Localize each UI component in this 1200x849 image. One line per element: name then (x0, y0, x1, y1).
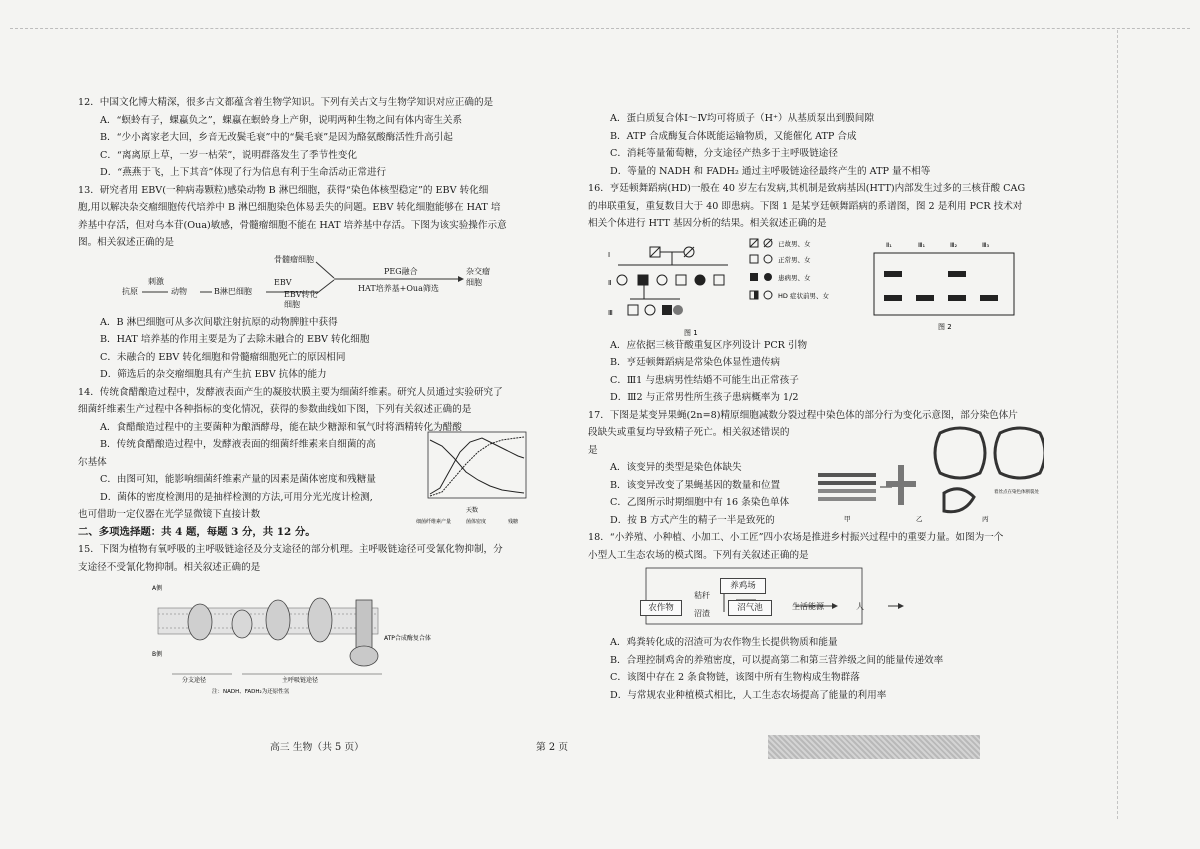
q13-option-d: D．筛选后的杂交瘤细胞具有产生抗 EBV 抗体的能力 (100, 369, 327, 380)
label-bing: 丙 (982, 515, 989, 523)
generation-i: Ⅰ (608, 250, 611, 259)
peg-label: PEG融合 (384, 266, 418, 276)
q14-stem-1: 14．传统食醋酿造过程中，发酵液表面产生的凝胶状膜主要为细菌纤维素。研究人员通过实验研究了 (78, 386, 503, 398)
gel-lane-iii1: Ⅲ₁ (918, 240, 926, 249)
q14-option-b-2: 尔基体 (78, 456, 107, 468)
q12-option-a: A．“螟蛉有子，蜾蠃负之”，蜾蠃在螟蛉身上产卵，说明两种生物之间有体内寄生关系 (100, 114, 463, 126)
figure-2-label: 图 2 (938, 322, 952, 331)
residue-label: 沼渣 (694, 609, 710, 618)
q17-figure-note: 着丝点在染色体断裂处 (994, 490, 1039, 495)
q18-stem-2: 小型人工生态农场的模式图。下列有关叙述正确的是 (588, 549, 809, 561)
q16-stem-2: 的串联重复，重复数目大于 40 即患病。下图 1 是某亨廷顿舞蹈病的系谱图，图 2 是利用 PCR 技术对 (588, 200, 1023, 212)
complex-iii (266, 600, 290, 640)
q17-stem-1: 17．下图是某变异果蝇(2n=8)精原细胞减数分裂过程中染色体的部分行为变化示意图，部分染色体片 (588, 409, 1018, 421)
side-a-label: A侧 (152, 585, 163, 592)
q16-option-c: C．Ⅲ1 与患病男性结婚不可能生出正常孩子 (610, 374, 799, 386)
q17-option-a: A．该变异的类型是染色体缺失 (610, 462, 742, 473)
q17-stem-3: 是 (588, 444, 598, 456)
energy-label: 生活能源 (792, 602, 824, 611)
q15-stem-2: 支途径不受氰化物抑制。相关叙述正确的是 (78, 561, 261, 573)
q17-stem-2: 段缺失或重复均导致精子死亡。相关叙述错误的 (588, 427, 790, 438)
q12-option-b: B．“少小离家老大回，乡音无改鬓毛衰”中的“鬓毛衰”是因为酪氨酸酶活性升高引起 (100, 132, 453, 143)
human-label: 人 (856, 602, 864, 611)
ebv-label: EBV (274, 277, 292, 287)
gel-lane-iii3: Ⅲ₃ (982, 240, 990, 249)
q15-option-a: A．蛋白质复合体Ⅰ～Ⅳ均可将质子（H⁺）从基质泵出到膜间隙 (610, 113, 874, 124)
hybridoma-label: 杂交瘤细胞 (466, 266, 490, 287)
q18-stem-1: 18．“小养殖、小种植、小加工、小工匠”四小农场是推进乡村振兴过程中的重要力量。如图为一个 (588, 532, 1004, 543)
score-box (768, 735, 980, 759)
q12-stem: 12．中国文化博大精深，很多古文都蕴含着生物学知识。下列有关古文与生物学知识对应正确的是 (78, 97, 494, 108)
series-bacterial-cellulose-curve (430, 438, 524, 494)
q17-option-d: D．按 B 方式产生的精子一半是致死的 (610, 514, 775, 526)
main-pathway-label: 主呼吸链途径 (282, 677, 319, 684)
chart-legend-sugar: 残糖 (508, 519, 519, 525)
b-cell-label: B淋巴细胞 (214, 286, 252, 296)
q17-options-with-figure (588, 459, 1060, 529)
antigen-label: 抗原 (122, 286, 138, 296)
biogas-pit-box: 沼气池 (728, 600, 772, 616)
q18-option-a: A．鸡粪转化成的沼渣可为农作物生长提供物质和能量 (610, 637, 838, 648)
chart-legend-cellulose: 细菌纤维素产量 (416, 519, 452, 525)
chart-legend-density: 菌体密度 (466, 519, 487, 525)
section-2-heading: 二、多项选择题：共 4 题，每题 3 分，共 12 分。 (78, 525, 316, 538)
q16-stem-1: 16．亨廷顿舞蹈病(HD)一般在 40 岁左右发病,其机制是致病基因(HTT)内部发生过多的三核苷酸 CAG (588, 183, 1026, 194)
gel-lane-ii1: Ⅱ₁ (886, 240, 892, 249)
q18-flow-arrows (636, 564, 936, 634)
q14-stem-2: 细菌纤维素生产过程中各种指标的变化情况，获得的参数曲线如下图，下列有关叙述正确的是 (78, 404, 472, 415)
straw-label: 秸秆 (694, 591, 710, 600)
chart-x-axis-label: 天数 (465, 507, 479, 514)
legend-presymptomatic: HD 症状前男、女 (778, 291, 829, 300)
q15-figure-note: 注：NADH、FADH₂为还原性氢 (212, 689, 290, 695)
q13-option-b: B．HAT 培养基的作用主要是为了去除未融合的 EBV 转化细胞 (100, 334, 370, 345)
binding-line (1117, 30, 1118, 819)
q16-pedigree-and-gel (588, 233, 1060, 337)
q13-stem-3: 养基中存活，但对乌本苷(Oua)敏感，骨髓瘤细胞不能在 HAT 培养基中存活。下图为该实验操作示意 (78, 219, 507, 231)
q13-stem-2: 胞,用以解决杂交瘤细胞传代培养中 B 淋巴细胞染色体易丢失的问题。EBV 转化细胞能够在 HAT 培 (78, 202, 501, 213)
label-jia: 甲 (844, 515, 851, 523)
q18-option-c: C．该图中存在 2 条食物链，该图中所有生物构成生物群落 (610, 672, 860, 683)
footer-subject: 高三 生物（共 5 页） (270, 742, 364, 753)
q17-option-b: B．该变异改变了果蝇基因的数量和位置 (610, 479, 781, 491)
q16-figures (588, 233, 1060, 337)
series-residual-sugar-curve (430, 440, 524, 493)
chicken-farm-box: 养鸡场 (720, 578, 766, 594)
q14-option-b-1: B．传统食醋酿造过程中，发酵液表面的细菌纤维素来自细菌的高 (100, 439, 376, 450)
complex-iv (308, 598, 332, 642)
right-column (588, 110, 1060, 704)
q15-option-b: B．ATP 合成酶复合体既能运输物质，又能催化 ATP 合成 (610, 130, 857, 142)
footer-page-number: 第 2 页 (536, 742, 569, 753)
q16-option-a: A．应依据三核苷酸重复区序列设计 PCR 引物 (610, 339, 808, 351)
series-cell-density-curve (430, 437, 524, 496)
myeloma-cell-label: 骨髓瘤细胞 (274, 254, 314, 264)
complex-ii (232, 610, 252, 638)
q18-option-b: B．合理控制鸡舍的养殖密度，可以提高第二和第三营养级之间的能量传递效率 (610, 654, 944, 666)
left-column (78, 94, 550, 694)
q15-respiration-figure (78, 576, 550, 694)
q17-option-c: C．乙图所示时期细胞中有 16 条染色单体 (610, 497, 790, 508)
q15-stem-1: 15．下图为植物有氧呼吸的主呼吸链途径及分支途径的部分机理。主呼吸链途径可受氰化物抑制，分 (78, 544, 503, 555)
q12-option-d: D．“燕燕于飞，上下其音”体现了行为信息有利于生命活动正常进行 (100, 167, 387, 178)
complex-i (188, 604, 212, 640)
q16-option-b: B．亨廷顿舞蹈病是常染色体显性遗传病 (610, 357, 781, 368)
generation-ii: Ⅱ (608, 278, 612, 287)
q14-option-d-2: 也可借助一定仪器在光学显微镜下直接计数 (78, 509, 261, 520)
q15-membrane-diagram (152, 578, 472, 696)
q14-fermentation-chart (412, 426, 540, 526)
legend-deceased: 已故男、女 (778, 239, 811, 248)
atp-synthase (356, 600, 372, 648)
q16-stem-3: 相关个体进行 HTT 基因分析的结果。相关叙述正确的是 (588, 218, 827, 229)
stimulus-label: 刺激 (148, 276, 164, 286)
generation-iii: Ⅲ (608, 308, 613, 317)
atp-synthase-label: ATP合成酶复合体 (384, 635, 431, 642)
q13-flow-figure (78, 252, 550, 314)
q13-option-a: A．B 淋巴细胞可从多次间歇注射抗原的动物脾脏中获得 (100, 316, 338, 328)
q13-stem-1: 13．研究者用 EBV(一种病毒颗粒)感染动物 B 淋巴细胞，获得“染色体核型稳定”的 EBV 转化细 (78, 184, 489, 196)
label-yi: 乙 (916, 515, 923, 523)
q13-option-c: C．未融合的 EBV 转化细胞和骨髓瘤细胞死亡的原因相同 (100, 351, 346, 363)
q14-option-a: A．食醋酿造过程中的主要菌种为酿酒酵母，能在缺少糖源和氧气时将酒精转化为醋酸 (100, 421, 462, 433)
legend-affected: 患病男、女 (778, 273, 811, 282)
q16-option-d: D．Ⅲ2 与正常男性所生孩子患病概率为 1/2 (610, 392, 799, 403)
gel-lane-iii2: Ⅲ₂ (950, 240, 958, 249)
q14-option-c: C．由图可知，能影响细菌纤维素产量的因素是菌体密度和残糖量 (100, 474, 376, 485)
q17-chromosome-diagram (814, 425, 1044, 525)
q14-options-with-chart (78, 436, 550, 524)
crop-box: 农作物 (640, 600, 682, 616)
side-b-label: B侧 (152, 651, 163, 658)
top-cut-line (10, 28, 1190, 29)
hat-label: HAT培养基+Oua筛选 (358, 283, 439, 293)
legend-normal: 正常男、女 (778, 255, 811, 264)
q15-option-c: C．消耗等量葡萄糖，分支途径产热多于主呼吸链途径 (610, 148, 838, 159)
q18-option-d: D．与常规农业种植模式相比，人工生态农场提高了能量的利用率 (610, 689, 887, 701)
q13-stem-4: 图。相关叙述正确的是 (78, 237, 174, 248)
animal-label: 动物 (171, 286, 187, 296)
branch-pathway-label: 分支途径 (182, 677, 207, 684)
q12-option-c: C．“离离原上草，一岁一枯荣”，说明群落发生了季节性变化 (100, 149, 357, 161)
ebv-cell-label: EBV转化细胞 (284, 289, 318, 309)
q14-option-d-1: D．菌体的密度检测用的是抽样检测的方法,可用分光光度计检测, (100, 491, 373, 503)
figure-1-label: 图 1 (684, 328, 698, 337)
q15-option-d: D．等量的 NADH 和 FADH₂ 通过主呼吸链途径最终产生的 ATP 量不相等 (610, 165, 931, 177)
q18-eco-farm-figure (588, 564, 1060, 634)
